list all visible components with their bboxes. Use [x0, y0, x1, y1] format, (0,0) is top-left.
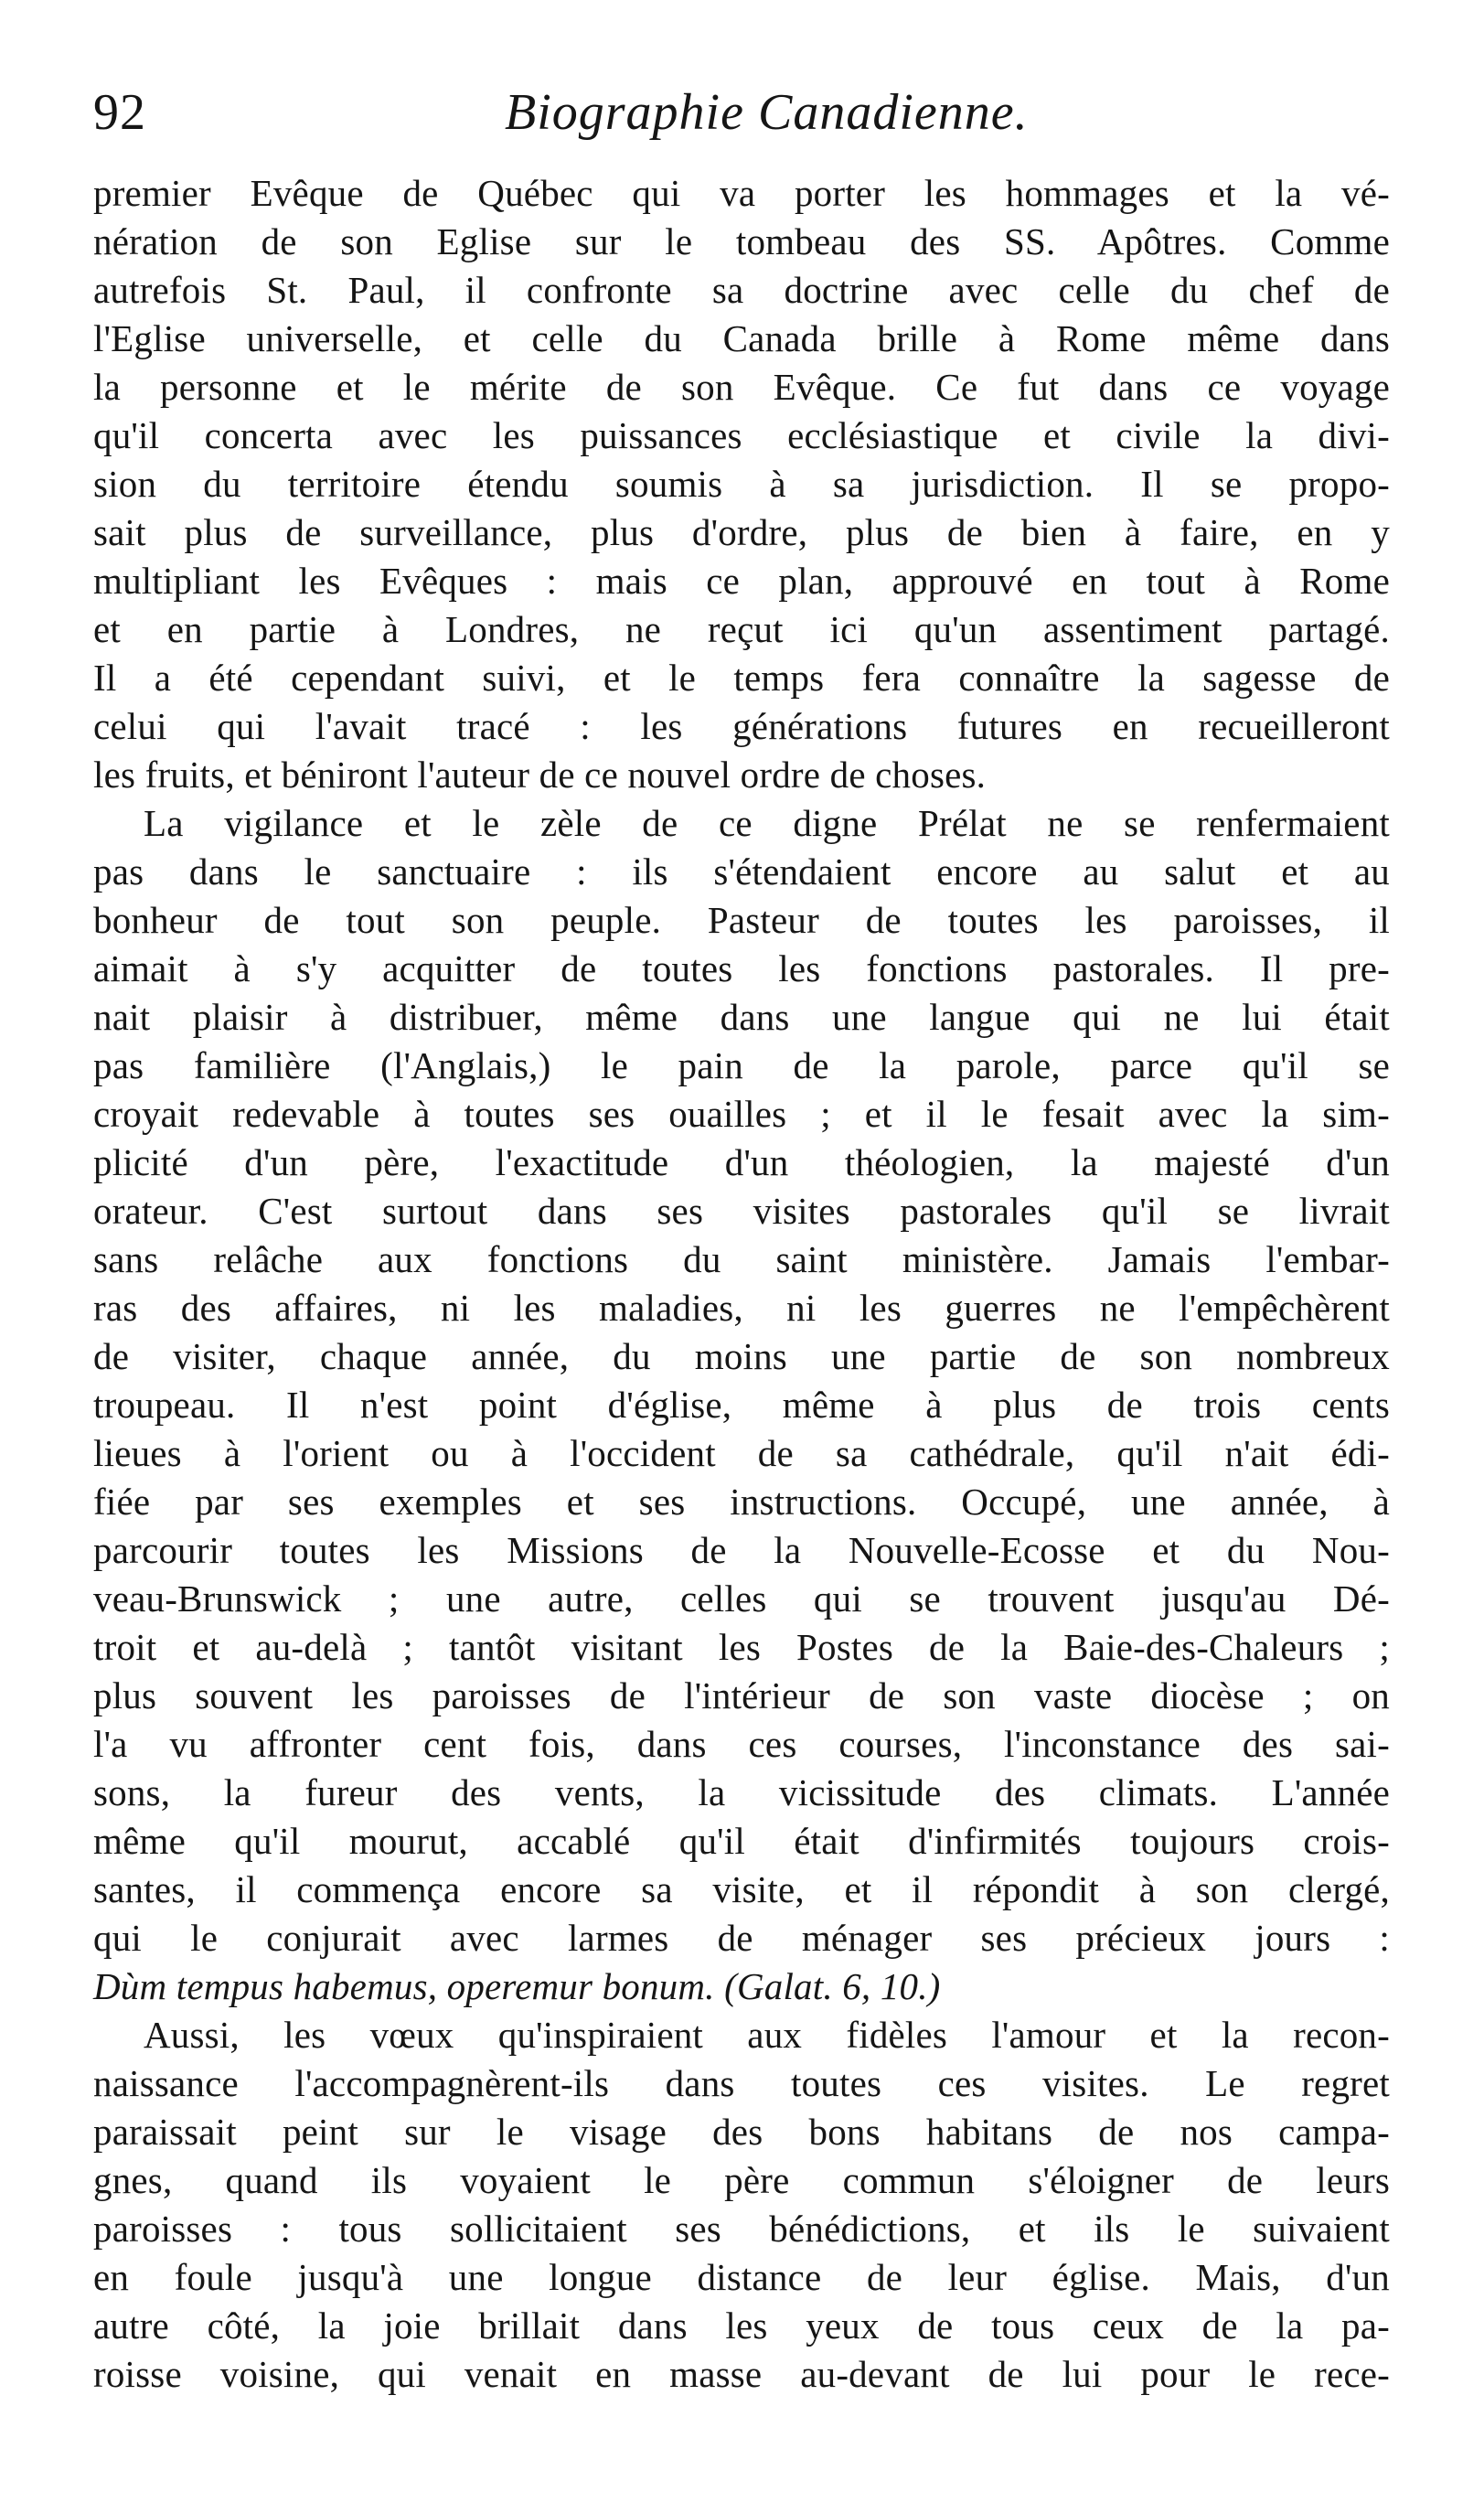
text-line: bonheur de tout son peuple. Pasteur de toutes les paroisses, il: [93, 899, 1390, 941]
text-line: sait plus de surveillance, plus d'ordre, plus de bien à faire, en y: [93, 511, 1390, 553]
text-line: l'Eglise universelle, et celle du Canada brille à Rome même dans: [93, 317, 1390, 359]
text-line: nait plaisir à distribuer, même dans une langue qui ne lui était: [93, 996, 1390, 1038]
text-line: plus souvent les paroisses de l'intérieur de son vaste diocèse ; on: [93, 1674, 1390, 1716]
page-number: 92: [93, 84, 146, 141]
text-line: sons, la fureur des vents, la vicissitude des climats. L'année: [93, 1771, 1390, 1813]
text-line: Il a été cependant suivi, et le temps fera connaître la sagesse de: [93, 657, 1390, 699]
text-line: gnes, quand ils voyaient le père commun s'éloigner de leurs: [93, 2159, 1390, 2201]
text-line: ras des affaires, ni les maladies, ni les guerres ne l'empêchèrent: [93, 1287, 1390, 1329]
latin-quotation-line: Dùm tempus habemus, operemur bonum. (Galat. 6, 10.): [93, 1965, 941, 2007]
text-line: qui le conjurait avec larmes de ménager ses précieux jours :: [93, 1917, 1390, 1959]
text-line: l'a vu affronter cent fois, dans ces courses, l'inconstance des sai-: [93, 1723, 1390, 1765]
text-line: plicité d'un père, l'exactitude d'un théologien, la majesté d'un: [93, 1141, 1390, 1183]
text-line: santes, il commença encore sa visite, et il répondit à son clergé,: [93, 1868, 1390, 1910]
text-line: aimait à s'y acquitter de toutes les fonctions pastorales. Il pre-: [93, 947, 1390, 989]
text-line: les fruits, et béniront l'auteur de ce nouvel ordre de choses.: [93, 754, 987, 796]
text-line: et en partie à Londres, ne reçut ici qu'un assentiment partagé.: [93, 608, 1390, 650]
text-line: parcourir toutes les Missions de la Nouvelle-Ecosse et du Nou-: [93, 1529, 1390, 1571]
text-line: roisse voisine, qui venait en masse au-devant de lui pour le rece-: [93, 2353, 1390, 2395]
text-line: pas familière (l'Anglais,) le pain de la parole, parce qu'il se: [93, 1044, 1390, 1086]
text-line: la personne et le mérite de son Evêque. Ce fut dans ce voyage: [93, 366, 1390, 408]
body-text: [93, 169, 1390, 2399]
text-line: multipliant les Evêques : mais ce plan, approuvé en tout à Rome: [93, 560, 1390, 602]
text-line: qu'il concerta avec les puissances ecclésiastique et civile la divi-: [93, 414, 1390, 456]
text-line: Aussi, les vœux qu'inspiraient aux fidèles l'amour et la recon-: [144, 2014, 1390, 2056]
text-line: nération de son Eglise sur le tombeau des SS. Apôtres. Comme: [93, 220, 1390, 262]
running-title: Biographie Canadienne.: [505, 84, 1029, 141]
text-line: autrefois St. Paul, il confronte sa doctrine avec celle du chef de: [93, 269, 1390, 311]
text-line: troit et au-delà ; tantôt visitant les Postes de la Baie-des-Chaleurs ;: [93, 1626, 1390, 1668]
text-line: fiée par ses exemples et ses instructions. Occupé, une année, à: [93, 1481, 1390, 1523]
text-line: celui qui l'avait tracé : les générations futures en recueilleront: [93, 705, 1390, 747]
text-line: croyait redevable à toutes ses ouailles ; et il le fesait avec la sim-: [93, 1093, 1390, 1135]
text-line: pas dans le sanctuaire : ils s'étendaient encore au salut et au: [93, 850, 1390, 893]
text-line: veau-Brunswick ; une autre, celles qui se trouvent jusqu'au Dé-: [93, 1577, 1390, 1620]
text-line: sion du territoire étendu soumis à sa jurisdiction. Il se propo-: [93, 463, 1390, 505]
running-head: [93, 80, 1392, 144]
text-line: premier Evêque de Québec qui va porter les hommages et la vé-: [93, 172, 1390, 214]
text-line: paroisses : tous sollicitaient ses bénédictions, et ils le suivaient: [93, 2208, 1390, 2250]
text-line: troupeau. Il n'est point d'église, même à plus de trois cents: [93, 1384, 1390, 1426]
text-line: même qu'il mourut, accablé qu'il était d'infirmités toujours crois-: [93, 1820, 1390, 1862]
text-line: sans relâche aux fonctions du saint ministère. Jamais l'embar-: [93, 1238, 1390, 1280]
text-line: lieues à l'orient ou à l'occident de sa cathédrale, qu'il n'ait édi-: [93, 1432, 1390, 1474]
text-line: en foule jusqu'à une longue distance de leur église. Mais, d'un: [93, 2256, 1390, 2298]
text-line: La vigilance et le zèle de ce digne Prélat ne se renfermaient: [144, 802, 1390, 844]
text-line: naissance l'accompagnèrent-ils dans toutes ces visites. Le regret: [93, 2062, 1390, 2104]
text-line: autre côté, la joie brillait dans les yeux de tous ceux de la pa-: [93, 2304, 1390, 2347]
text-line: orateur. C'est surtout dans ses visites pastorales qu'il se livrait: [93, 1190, 1390, 1232]
text-line: paraissait peint sur le visage des bons habitans de nos campa-: [93, 2111, 1390, 2153]
text-line: de visiter, chaque année, du moins une partie de son nombreux: [93, 1335, 1390, 1377]
